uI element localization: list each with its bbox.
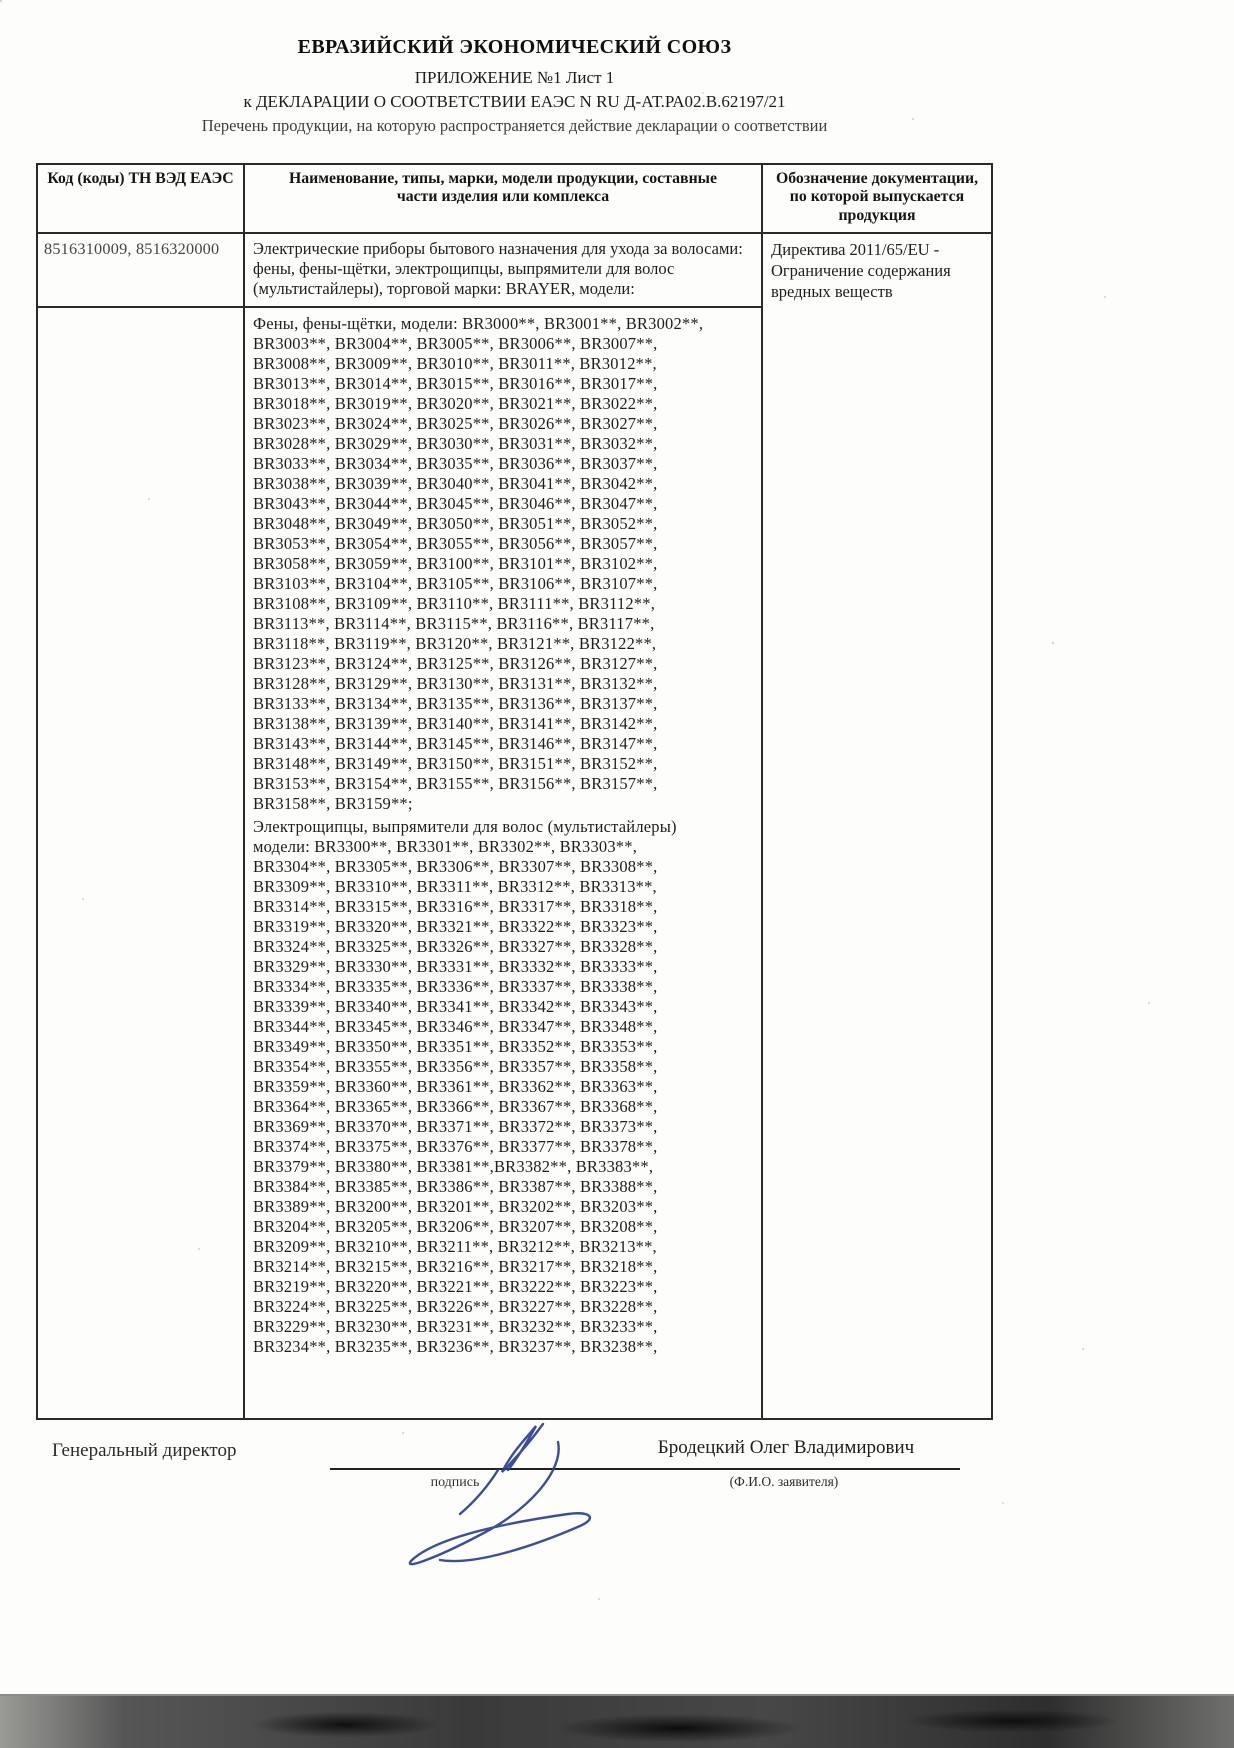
model-line: BR3334**, BR3335**, BR3336**, BR3337**, BR3338**, [253, 977, 658, 997]
col-header-documentation: Обозначение документации, по которой выпускается продукция [763, 165, 991, 234]
model-line: BR3224**, BR3225**, BR3226**, BR3227**, BR3228**, [253, 1297, 658, 1317]
union-title: ЕВРАЗИЙСКИЙ ЭКОНОМИЧЕСКИЙ СОЮЗ [297, 36, 732, 58]
scan-artifact-strip [0, 1694, 1234, 1748]
appendix-line: ПРИЛОЖЕНИЕ №1 Лист 1 [414, 68, 615, 87]
models-cell [245, 308, 763, 1418]
model-line: BR3364**, BR3365**, BR3366**, BR3367**, BR3368**, [253, 1097, 658, 1117]
model-line: BR3018**, BR3019**, BR3020**, BR3021**, BR3022**, [253, 394, 658, 414]
applicant-name: Бродецкий Олег Владимирович [657, 1437, 915, 1458]
model-line: BR3319**, BR3320**, BR3321**, BR3322**, BR3323**, [253, 917, 658, 937]
director-title: Генеральный директор [52, 1440, 237, 1461]
model-line: BR3389**, BR3200**, BR3201**, BR3202**, BR3203**, [253, 1197, 658, 1217]
model-line: BR3329**, BR3330**, BR3331**, BR3332**, BR3333**, [253, 957, 658, 977]
model-line: BR3214**, BR3215**, BR3216**, BR3217**, BR3218**, [253, 1257, 658, 1277]
model-line: BR3204**, BR3205**, BR3206**, BR3207**, BR3208**, [253, 1217, 658, 1237]
col-header-product-name: Наименование, типы, марки, модели продукции, составные части изделия или комплекса [245, 165, 763, 234]
product-table [36, 163, 993, 1420]
model-line: BR3118**, BR3119**, BR3120**, BR3121**, BR3122**, [253, 634, 657, 654]
model-line: BR3209**, BR3210**, BR3211**, BR3212**, BR3213**, [253, 1237, 657, 1257]
model-line: BR3003**, BR3004**, BR3005**, BR3006**, BR3007**, [253, 334, 658, 354]
model-line: BR3344**, BR3345**, BR3346**, BR3347**, BR3348**, [253, 1017, 658, 1037]
model-line: BR3138**, BR3139**, BR3140**, BR3141**, BR3142**, [253, 714, 658, 734]
col-header-tnved-code: Код (коды) ТН ВЭД ЕАЭС [38, 165, 245, 234]
model-line: BR3028**, BR3029**, BR3030**, BR3031**, BR3032**, [253, 434, 658, 454]
product-description: Электрические приборы бытового назначения для ухода за волосами: фены, фены-щётки, электрощипцы, выпрямители для волос (мультистайлеры), торговой марки: BRAYER, модели: [245, 234, 763, 308]
model-line: BR3359**, BR3360**, BR3361**, BR3362**, BR3363**, [253, 1077, 658, 1097]
model-line: BR3108**, BR3109**, BR3110**, BR3111**, BR3112**, [253, 594, 656, 614]
model-line: Электрощипцы, выпрямители для волос (мультистайлеры) [253, 817, 677, 837]
model-line: BR3374**, BR3375**, BR3376**, BR3377**, BR3378**, [253, 1137, 658, 1157]
documentation-reference: Директива 2011/65/EU - Ограничение содержания вредных веществ [771, 239, 951, 302]
model-line: BR3103**, BR3104**, BR3105**, BR3106**, BR3107**, [253, 574, 658, 594]
handwritten-signature-icon [378, 1410, 610, 1578]
model-line: BR3384**, BR3385**, BR3386**, BR3387**, BR3388**, [253, 1177, 658, 1197]
model-line: BR3148**, BR3149**, BR3150**, BR3151**, BR3152**, [253, 754, 658, 774]
model-line: BR3123**, BR3124**, BR3125**, BR3126**, BR3127**, [253, 654, 658, 674]
model-line: BR3058**, BR3059**, BR3100**, BR3101**, BR3102**, [253, 554, 658, 574]
model-line: BR3324**, BR3325**, BR3326**, BR3327**, BR3328**, [253, 937, 658, 957]
model-line: BR3133**, BR3134**, BR3135**, BR3136**, BR3137**, [253, 694, 658, 714]
model-line: Фены, фены-щётки, модели: BR3000**, BR3001**, BR3002**, [253, 314, 704, 334]
model-line: BR3143**, BR3144**, BR3145**, BR3146**, BR3147**, [253, 734, 658, 754]
model-line: BR3309**, BR3310**, BR3311**, BR3312**, BR3313**, [253, 877, 657, 897]
model-line: BR3339**, BR3340**, BR3341**, BR3342**, BR3343**, [253, 997, 658, 1017]
empty-code-cell [38, 308, 245, 1418]
model-line: BR3349**, BR3350**, BR3351**, BR3352**, BR3353**, [253, 1037, 658, 1057]
scan-noise-dots [0, 0, 2, 2]
model-line: BR3048**, BR3049**, BR3050**, BR3051**, BR3052**, [253, 514, 658, 534]
applicant-name-line [608, 1468, 960, 1470]
model-line: BR3013**, BR3014**, BR3015**, BR3016**, BR3017**, [253, 374, 658, 394]
model-line: BR3369**, BR3370**, BR3371**, BR3372**, BR3373**, [253, 1117, 658, 1137]
model-line: BR3128**, BR3129**, BR3130**, BR3131**, BR3132**, [253, 674, 658, 694]
model-line: BR3033**, BR3034**, BR3035**, BR3036**, BR3037**, [253, 454, 658, 474]
model-line: BR3158**, BR3159**; [253, 794, 413, 814]
stylers-models-list [253, 817, 753, 1357]
model-line: BR3229**, BR3230**, BR3231**, BR3232**, BR3233**, [253, 1317, 658, 1337]
applicant-name-caption: (Ф.И.О. заявителя) [729, 1474, 839, 1489]
model-line: BR3153**, BR3154**, BR3155**, BR3156**, BR3157**, [253, 774, 658, 794]
model-line: BR3008**, BR3009**, BR3010**, BR3011**, BR3012**, [253, 354, 657, 374]
model-line: BR3379**, BR3380**, BR3381**,BR3382**, BR3383**, [253, 1157, 654, 1177]
model-line: BR3113**, BR3114**, BR3115**, BR3116**, BR3117**, [253, 614, 655, 634]
signature-caption: подпись [430, 1475, 480, 1490]
tnved-code-value: 8516310009, 8516320000 [38, 234, 245, 308]
product-list-line: Перечень продукции, на которую распространяется действие декларации о соответствии [201, 116, 828, 135]
model-line: BR3219**, BR3220**, BR3221**, BR3222**, BR3223**, [253, 1277, 658, 1297]
model-line: BR3354**, BR3355**, BR3356**, BR3357**, BR3358**, [253, 1057, 658, 1077]
model-line: модели: BR3300**, BR3301**, BR3302**, BR3303**, [253, 837, 638, 857]
model-line: BR3234**, BR3235**, BR3236**, BR3237**, BR3238**, [253, 1337, 658, 1357]
model-line: BR3038**, BR3039**, BR3040**, BR3041**, BR3042**, [253, 474, 658, 494]
declaration-number-line: к ДЕКЛАРАЦИИ О СООТВЕТСТВИИ ЕАЭС N RU Д-АТ.РА02.В.62197/21 [243, 92, 786, 111]
model-line: BR3304**, BR3305**, BR3306**, BR3307**, BR3308**, [253, 857, 658, 877]
model-line: BR3043**, BR3044**, BR3045**, BR3046**, BR3047**, [253, 494, 658, 514]
model-line: BR3314**, BR3315**, BR3316**, BR3317**, BR3318**, [253, 897, 658, 917]
document-header [36, 36, 993, 140]
hair-dryer-models-list [253, 314, 753, 814]
model-line: BR3053**, BR3054**, BR3055**, BR3056**, BR3057**, [253, 534, 658, 554]
model-line: BR3023**, BR3024**, BR3025**, BR3026**, BR3027**, [253, 414, 658, 434]
